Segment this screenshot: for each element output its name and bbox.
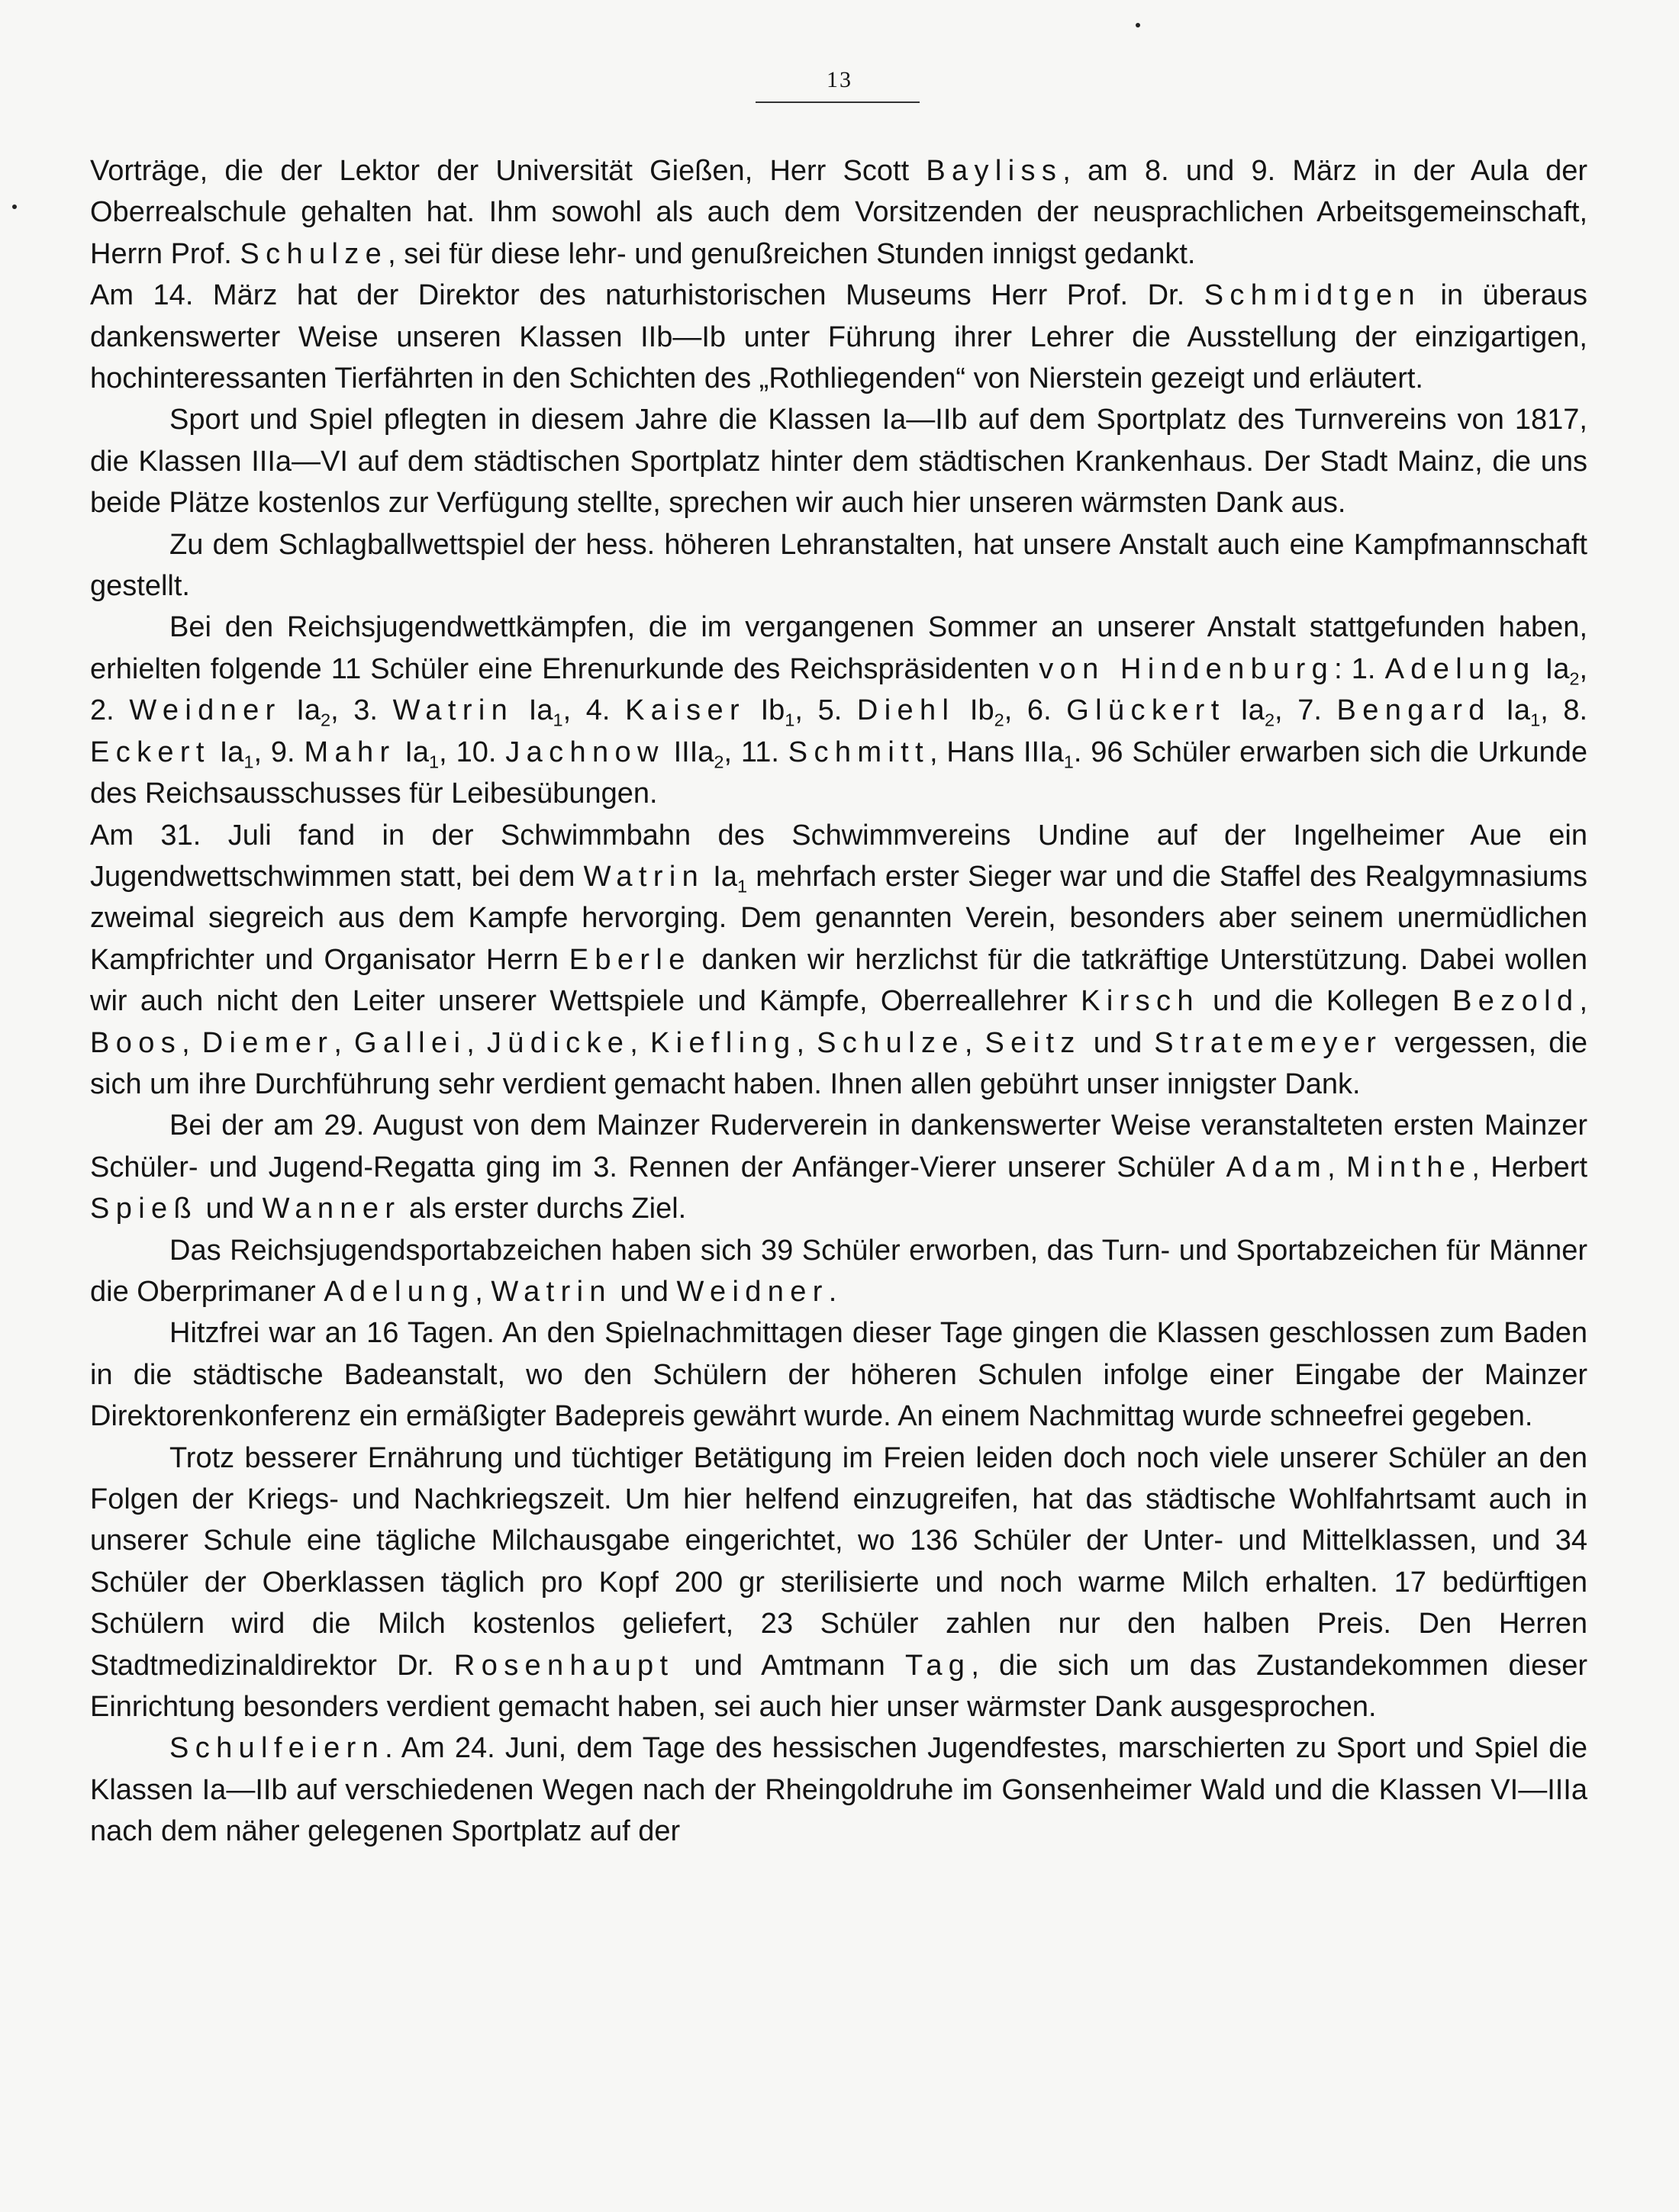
class-subscript: 1 <box>553 710 563 730</box>
text-run: Ia <box>1225 694 1265 727</box>
spaced-name: Diehl <box>856 694 956 727</box>
class-subscript: 2 <box>1569 668 1580 689</box>
text-run: Ib <box>955 694 994 727</box>
spaced-name: Watrin <box>491 1275 612 1308</box>
text-run: , Hans IIIa <box>930 736 1064 768</box>
paragraph <box>90 1312 1587 1437</box>
spaced-name: Bengard <box>1336 694 1491 727</box>
text-run: Ia <box>395 736 430 768</box>
text-run: Am 14. März hat der Direktor des naturhistorischen Museums Herr Prof. Dr. <box>90 279 1204 312</box>
paragraph <box>90 399 1587 523</box>
text-run: vergessen, die sich um ihre Durchführung sehr verdient gemacht haben. Ihnen allen gebührt unser innigster Dank. <box>90 1026 1587 1100</box>
text-run: Sport und Spiel pflegten in diesem Jahre die Klassen Ia—IIb auf dem Sportplatz des Turnvereins von 1817, die Klassen IIIa—VI auf dem städtischen Sportplatz hinter dem städtischen Krankenhaus. Der Stadt Mainz, die uns beide Plätze kostenlos zur Verfügung stellte, sprechen wir auch hier unseren wärmsten Dank aus. <box>90 404 1587 520</box>
spaced-name: Jachnow <box>505 736 665 768</box>
text-run: mehrfach erster Sieger war und die Staffel des Realgymnasiums zweimal siegreich aus dem Kampfe hervorging. Dem genannten Verein, besonders aber seinem unermüdlichen Kampfrichter und Organisator Herrn <box>90 860 1588 976</box>
text-run: , am 8. und 9. März in der Aula der Oberrealschule gehalten hat. Ihm sowohl als auch dem Vorsitzenden der neusprachlichen Arbeitsgemeinschaft, Herrn Prof. <box>90 155 1587 270</box>
scan-speck-left <box>12 204 17 209</box>
text-run: , die sich um das Zustandekommen dieser Einrichtung besonders verdient gemacht haben, sei auch hier unser wärmster Dank ausgesprochen. <box>90 1649 1587 1724</box>
class-subscript: 2 <box>1264 710 1275 730</box>
text-run: IIIa <box>664 736 714 768</box>
text-run: . <box>828 1275 837 1308</box>
text-run: , 8. <box>1540 694 1588 727</box>
spaced-name: Kiefling <box>649 1026 797 1059</box>
text-run: danken wir herzlichst für die tatkräftige Unterstützung. Dabei wollen wir auch nicht den Leiter unserer Wettspiele und Kämpfe, Oberreallehrer <box>90 943 1587 1018</box>
spaced-name: Watrin <box>583 860 705 893</box>
text-run: , <box>796 1026 817 1059</box>
paragraph <box>90 1105 1587 1229</box>
text-run: . 96 Schüler erwarben sich die Urkunde des Reichsausschusses für Leibesübungen. <box>90 736 1587 810</box>
class-subscript: 2 <box>994 710 1004 730</box>
spaced-name: Gallei <box>353 1026 467 1059</box>
text-run: : 1. <box>1334 652 1385 685</box>
text-run: , <box>466 1026 487 1059</box>
text-run: Am 31. Juli fand in der Schwimmbahn des Schwimmvereins Undine auf der Ingelheimer Aue ein Jugendwettschwimmen statt, bei dem <box>90 819 1587 893</box>
paragraph <box>90 1438 1587 1728</box>
text-run: Ia <box>281 694 321 727</box>
text-run: in überaus dankenswerter Weise unseren Klassen IIb—Ib unter Führung ihrer Lehrer die Ausstellung der einzigartigen, hochinteressanten Tierfährten in den Schichten des „Rothliegenden“ von Nierstein gezeigt und erläutert. <box>90 279 1588 395</box>
text-run: , <box>964 1026 985 1059</box>
text-run: , <box>182 1026 202 1059</box>
text-run: , 6. <box>1004 694 1067 727</box>
spaced-name: Adam <box>1226 1151 1328 1183</box>
text-run: Ia <box>704 860 737 893</box>
spaced-name: Kirsch <box>1081 985 1200 1018</box>
class-subscript: 1 <box>1530 710 1541 730</box>
spaced-name: Wanner <box>262 1193 401 1225</box>
spaced-name: Eckert <box>90 736 211 768</box>
class-subscript: 1 <box>1063 752 1074 772</box>
spaced-name: Spieß <box>90 1193 198 1225</box>
paragraph <box>90 1230 1587 1313</box>
class-subscript: 1 <box>429 752 440 772</box>
spaced-name: Schulze <box>240 237 388 270</box>
spaced-name: Schulze <box>817 1026 965 1059</box>
spaced-name: Mahr <box>304 736 396 768</box>
text-run: , 2. <box>90 652 1588 727</box>
class-subscript: 1 <box>243 752 254 772</box>
paragraph <box>90 607 1587 814</box>
spaced-name: Adelung <box>1384 652 1536 685</box>
text-run: Hitzfrei war an 16 Tagen. An den Spielnachmittagen dieser Tage gingen die Klassen geschlossen zum Baden in die städtische Badeanstalt, wo den Schülern der höheren Schulen infolge einer Eingabe der Mainzer Direktorenkonferenz ein ermäßigter Badepreis gewährt wurde. An einem Nachmittag wurde schneefrei gegeben. <box>90 1317 1587 1433</box>
paragraph <box>90 815 1587 1106</box>
spaced-name: Rosenhaupt <box>453 1649 675 1682</box>
spaced-name: Schulfeiern <box>169 1732 385 1765</box>
page-number: 13 <box>827 67 852 92</box>
spaced-name: Weidner <box>676 1275 829 1308</box>
text-run: , 9. <box>253 736 305 768</box>
text-run: , 3. <box>330 694 393 727</box>
class-subscript: 1 <box>737 876 748 897</box>
text-run: Trotz besserer Ernährung und tüchtiger Betätigung im Freien leiden doch noch viele unserer Schüler an den Folgen der Kriegs- und Nachkriegszeit. Um hier helfend einzugreifen, hat das städtische Wohlfahrtsamt auch in unserer Schule eine tägliche Milchausgabe eingerichtet, wo 136 Schüler der Unter- und Mittelklassen, und 34 Schüler der Oberklassen täglich pro Kopf 200 gr sterilisierte und noch warme Milch erhalten. 17 bedürftigen Schülern wird die Milch kostenlos geliefert, 23 Schüler zahlen nur den halben Preis. Den Herren Stadtmedizinaldirektor Dr. <box>90 1441 1587 1682</box>
text-run: als erster durchs Ziel. <box>401 1193 687 1225</box>
text-run: , <box>630 1026 650 1059</box>
paragraph <box>90 1727 1587 1852</box>
paragraph <box>90 150 1587 275</box>
text-run: Bei der am 29. August von dem Mainzer Ruderverein in dankenswerter Weise veranstalteten ersten Mainzer Schüler- und Jugend-Regatta ging im 3. Rennen der Anfänger-Vierer unserer Schüler <box>90 1109 1587 1183</box>
text-run: , 4. <box>562 694 626 727</box>
text-run: und <box>1081 1026 1155 1059</box>
text-run: und Amtmann <box>674 1649 905 1682</box>
spaced-name: Adelung <box>324 1275 475 1308</box>
text-run: , <box>334 1026 354 1059</box>
spaced-name: Seitz <box>985 1026 1081 1059</box>
spaced-name: von Hindenburg <box>1039 652 1335 685</box>
document-body <box>90 150 1587 1853</box>
text-run: , sei für diese lehr- und genußreichen Stunden innigst gedankt. <box>388 237 1196 270</box>
text-run: und <box>611 1275 677 1308</box>
text-run: Das Reichsjugendsportabzeichen haben sich 39 Schüler erworben, das Turn- und Sportabzeichen für Männer die Oberprimaner <box>90 1234 1587 1308</box>
class-subscript: 1 <box>785 710 795 730</box>
text-run: Ia <box>514 694 553 727</box>
text-run: Ia <box>1536 652 1570 685</box>
page-number-rule <box>756 101 920 103</box>
class-subscript: 2 <box>321 710 331 730</box>
text-run: , 10. <box>439 736 506 768</box>
spaced-name: Stratemeyer <box>1154 1026 1383 1059</box>
spaced-name: Schmidtgen <box>1204 279 1421 312</box>
text-run: . Am 24. Juni, dem Tage des hessischen Jugendfestes, marschierten zu Sport und Spiel die Klassen Ia—IIb auf verschiedenen Wegen nach der Rheingoldruhe im Gonsenheimer Wald und die Klassen VI—IIIa nach dem näher gelegenen Sportplatz auf der <box>90 1732 1587 1848</box>
spaced-name: Weidner <box>129 694 282 727</box>
spaced-name: Jüdicke <box>486 1026 630 1059</box>
paragraph <box>90 524 1587 607</box>
text-run: , 5. <box>794 694 857 727</box>
spaced-name: Diemer <box>201 1026 334 1059</box>
text-run: und <box>198 1193 263 1225</box>
text-run: , <box>1579 985 1587 1018</box>
spaced-name: Eberle <box>569 943 691 976</box>
spaced-name: Bayliss <box>926 155 1063 187</box>
spaced-name: Boos <box>90 1026 182 1059</box>
text-run: Bei den Reichsjugendwettkämpfen, die im vergangenen Sommer an unserer Anstalt stattgefunden haben, erhielten folgende 11 Schüler eine Ehrenurkunde des Reichspräsidenten <box>90 611 1587 685</box>
text-run: , 11. <box>723 736 788 768</box>
class-subscript: 2 <box>714 752 724 772</box>
text-run: Vorträge, die der Lektor der Universität Gießen, Herr Scott <box>90 155 927 187</box>
spaced-name: Schmitt <box>788 736 930 768</box>
text-run: , Herbert <box>1471 1151 1588 1183</box>
spaced-name: Glückert <box>1066 694 1226 727</box>
text-run: Ia <box>210 736 244 768</box>
text-run: , <box>475 1275 491 1308</box>
spaced-name: Bezold <box>1452 985 1580 1018</box>
text-run: Zu dem Schlagballwettspiel der hess. höheren Lehranstalten, hat unsere Anstalt auch eine Kampfmannschaft gestellt. <box>90 528 1587 603</box>
text-run: und die Kollegen <box>1199 985 1453 1018</box>
scan-speck-right <box>1136 23 1140 27</box>
spaced-name: Kaiser <box>625 694 746 727</box>
spaced-name: Minthe <box>1346 1151 1472 1183</box>
text-run: Ib <box>745 694 785 727</box>
text-run: Ia <box>1490 694 1531 727</box>
paragraph <box>90 275 1587 399</box>
spaced-name: Tag <box>904 1649 972 1682</box>
text-run: , 7. <box>1275 694 1337 727</box>
spaced-name: Watrin <box>392 694 514 727</box>
text-run: , <box>1327 1151 1347 1183</box>
